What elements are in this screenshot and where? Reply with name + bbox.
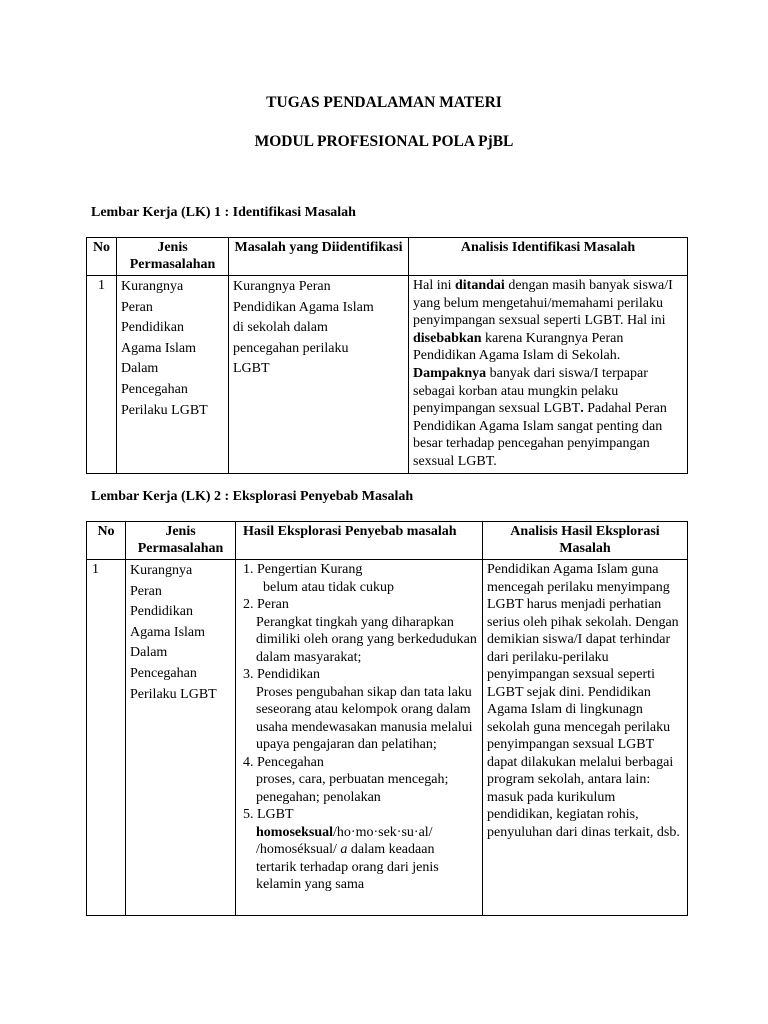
- analisis-text: karena Kurangnya Peran Pendidikan Agama Islam di Sekolah.: [413, 330, 624, 364]
- jenis-line: Peran: [121, 299, 153, 315]
- lk2-row-hasil: [236, 560, 483, 916]
- hasil-def-pencegahan: proses, cara, perbuatan mencegah; penegahan; penolakan: [256, 772, 449, 805]
- lk2-heading: Lembar Kerja (LK) 2 : Eksplorasi Penyebab Masalah: [91, 489, 414, 504]
- jenis-line: Perilaku LGBT: [130, 686, 217, 702]
- hasil-def-pendidikan: Proses pengubahan sikap dan tata laku seseorang atau kelompok orang dalam usaha mendewasakan manusia melalui upaya pengajaran dan pelatihan;: [256, 684, 473, 752]
- jenis-line: Perilaku LGBT: [121, 402, 208, 418]
- lk1-row-jenis: [117, 276, 229, 474]
- analisis-text: banyak dari siswa/I terpapar sebagai korban atau mungkin pelaku penyimpangan sexsual LGBT: [413, 365, 648, 417]
- analisis-bold: disebabkan: [413, 330, 482, 346]
- hasil-item-lgbt: 5. LGBT: [243, 807, 294, 822]
- lk2-col-jenis: Jenis Permasalahan: [126, 522, 236, 560]
- lk1-col-jenis: Jenis Permasalahan: [117, 238, 229, 276]
- lk2-header-row: [87, 522, 688, 560]
- lk1-row-masalah: [229, 276, 409, 474]
- masalah-line: pencegahan perilaku: [233, 340, 349, 356]
- jenis-line: Pencegahan: [130, 665, 197, 681]
- analisis-text: Hal ini: [413, 278, 455, 293]
- document-subtitle: MODUL PROFESIONAL POLA PjBL: [254, 133, 514, 150]
- lk2-row-no: 1: [87, 560, 126, 916]
- hasil-item-pendidikan: 3. Pendidikan: [243, 667, 320, 682]
- jenis-line: Agama Islam: [130, 624, 206, 640]
- lk1-col-masalah: Masalah yang Diidentifikasi: [229, 238, 409, 276]
- jenis-line: Agama Islam: [121, 340, 197, 356]
- jenis-line: Pendidikan: [130, 604, 193, 620]
- hasil-item-peran: 2. Peran: [243, 597, 289, 612]
- lk2-col-no: No: [87, 522, 126, 560]
- analisis-text: Padahal Peran Pendidikan Agama Islam sangat penting dan besar terhadap pencegahan penyimpangan sexsual LGBT.: [413, 401, 667, 469]
- lk1-row-no: 1: [87, 276, 117, 474]
- lk1-row-analisis: [409, 276, 688, 474]
- hasil-lgbt-text: dalam keadaan tertarik terhadap orang dari jenis kelamin yang sama: [256, 842, 439, 892]
- analisis-bold: ditandai: [455, 278, 505, 293]
- jenis-line: Kurangnya: [121, 279, 184, 294]
- lk1-col-no: No: [87, 238, 117, 276]
- jenis-line: Dalam: [130, 645, 168, 661]
- hasil-def-lgbt: [243, 824, 478, 894]
- masalah-line: Kurangnya Peran: [233, 279, 331, 294]
- hasil-lgbt-italic: a: [340, 842, 348, 857]
- table-row: [87, 276, 688, 474]
- hasil-def-kurang: belum atau tidak cukup: [263, 579, 395, 595]
- masalah-line: LGBT: [233, 361, 270, 377]
- lk2-col-hasil: Hasil Eksplorasi Penyebab masalah: [236, 522, 483, 560]
- hasil-lgbt-bold: homoseksual: [256, 824, 334, 840]
- jenis-line: Dalam: [121, 361, 159, 377]
- lk2-col-analisis: Analisis Hasil Eksplorasi Masalah: [483, 522, 688, 560]
- lk1-table: [86, 237, 688, 474]
- masalah-line: di sekolah dalam: [233, 320, 328, 336]
- document-title: TUGAS PENDALAMAN MATERI: [266, 94, 502, 111]
- lk1-header-row: [87, 238, 688, 276]
- lk2-row-analisis: Pendidikan Agama Islam guna mencegah perilaku menyimpang LGBT harus menjadi perhatian serius oleh pihak sekolah. Dengan demikian siswa/I dapat terhindar dari perilaku-perilaku penyimpangan sexsual seperti LGBT sejak dini. Pendidikan Agama Islam di lingkunagn sekolah guna mencegah perilaku penyimpangan sexsual LGBT dapat dilakukan melalui berbagai program sekolah, antara lain: masuk pada kurikulum pendidikan, kegiatan rohis, penyuluhan dari dinas terkait, dsb.: [483, 560, 688, 916]
- hasil-item-kurang: 1. Pengertian Kurang: [243, 562, 363, 577]
- jenis-line: Peran: [130, 583, 162, 599]
- analisis-bold: .: [580, 401, 584, 417]
- hasil-lgbt-text: /ho·mo·sek·su·al/ /homoséksual/: [256, 824, 433, 857]
- lk1-heading: Lembar Kerja (LK) 1 : Identifikasi Masalah: [91, 205, 356, 220]
- table-row: [87, 560, 688, 916]
- jenis-line: Pencegahan: [121, 381, 188, 397]
- analisis-bold: Dampaknya: [413, 365, 487, 381]
- masalah-line: Pendidikan Agama Islam: [233, 299, 374, 315]
- lk2-table: [86, 521, 688, 916]
- lk1-col-analisis: Analisis Identifikasi Masalah: [409, 238, 688, 276]
- hasil-def-peran: Perangkat tingkah yang diharapkan dimiliki oleh orang yang berkedudukan dalam masyarakat;: [256, 614, 477, 665]
- analisis-text: dengan masih banyak siswa/I yang belum mengetahui/memahami perilaku penyimpangan sexsual seperti LGBT. Hal ini: [413, 278, 673, 329]
- hasil-item-pencegahan: 4. Pencegahan: [243, 754, 324, 770]
- jenis-line: Kurangnya: [130, 563, 193, 578]
- jenis-line: Pendidikan: [121, 320, 184, 336]
- lk2-row-jenis: [126, 560, 236, 916]
